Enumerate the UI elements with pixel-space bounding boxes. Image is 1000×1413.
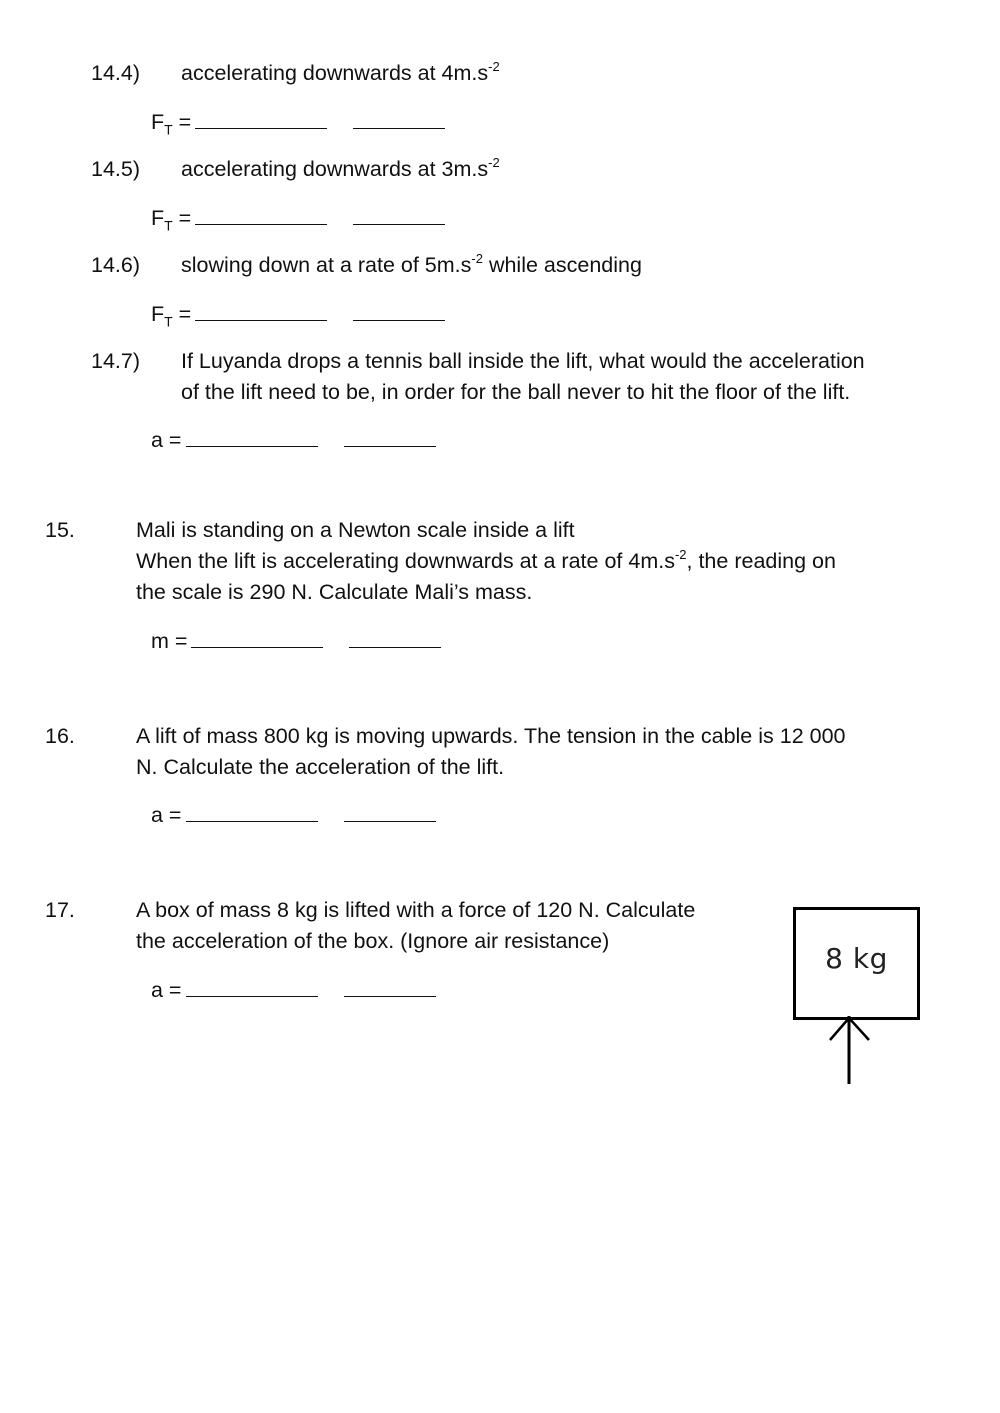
answer-unit-blank[interactable] [353,206,445,225]
question-number-14-4: 14.4) [91,61,141,85]
answer-value-blank[interactable] [186,978,318,997]
answer-label: a = [151,978,182,1002]
question-number-15: 15. [45,518,75,542]
question-text-16-line1: A lift of mass 800 kg is moving upwards. The tension in the cable is 12 000 [136,724,846,748]
force-arrow-up-icon [822,1012,878,1088]
answer-label-subscript: T [164,217,173,234]
answer-unit-blank[interactable] [349,629,441,648]
question-text-15-line2 [136,546,836,577]
answer-equals: = [172,110,192,134]
answer-unit-blank[interactable] [344,803,436,822]
answer-label-subscript: T [164,313,173,330]
question-text-14-4 [181,58,500,89]
answer-label: a = [151,428,182,452]
question-text-14-6-before: slowing down at a rate of 5m.s [181,253,472,277]
answer-label: F [151,110,165,134]
question-number-14-7: 14.7) [91,349,141,373]
question-text-17-line1: A box of mass 8 kg is lifted with a force of 120 N. Calculate [136,898,696,922]
question-text-14-5 [181,154,500,185]
answer-row-16 [151,800,436,831]
answer-row-14-5 [151,203,445,234]
question-text-14-6-after: while ascending [482,253,642,277]
answer-equals: = [172,302,192,326]
answer-value-blank[interactable] [186,428,318,447]
question-text-14-7-line2: of the lift need to be, in order for the ball never to hit the floor of the lift. [181,380,851,404]
answer-row-14-4 [151,107,445,138]
exponent: -2 [488,154,500,170]
answer-value-blank[interactable] [186,803,318,822]
question-text-15-line2-after: , the reading on [686,549,836,573]
answer-label: F [151,206,165,230]
answer-row-14-6 [151,299,445,330]
question-text-16-line2: N. Calculate the acceleration of the lift. [136,755,505,779]
question-text-15-line3: the scale is 290 N. Calculate Mali’s mass. [136,580,533,604]
answer-unit-blank[interactable] [353,110,445,129]
question-text-14-4-main: accelerating downwards at 4m.s [181,61,489,85]
answer-unit-blank[interactable] [344,978,436,997]
question-text-15-line1: Mali is standing on a Newton scale inside a lift [136,518,575,542]
exponent: -2 [488,58,500,74]
answer-row-14-7 [151,425,436,456]
answer-label-subscript: T [164,121,173,138]
answer-value-blank[interactable] [195,206,327,225]
answer-value-blank[interactable] [191,629,323,648]
answer-row-15 [151,626,441,657]
exponent: -2 [471,250,483,266]
answer-label: m = [151,629,188,653]
answer-unit-blank[interactable] [344,428,436,447]
question-text-15-line2-before: When the lift is accelerating downwards at a rate of 4m.s [136,549,675,573]
question-text-14-6 [181,250,642,281]
answer-value-blank[interactable] [195,110,327,129]
answer-label: F [151,302,165,326]
question-number-14-5: 14.5) [91,157,141,181]
question-number-17: 17. [45,898,75,922]
question-text-14-7-line1: If Luyanda drops a tennis ball inside the lift, what would the acceleration [181,349,865,373]
answer-label: a = [151,803,182,827]
question-text-17-line2: the acceleration of the box. (Ignore air resistance) [136,929,610,953]
answer-equals: = [172,206,192,230]
box-mass-label: 8 kg [825,942,888,975]
question-text-14-5-main: accelerating downwards at 3m.s [181,157,489,181]
answer-value-blank[interactable] [195,302,327,321]
question-number-14-6: 14.6) [91,253,141,277]
answer-unit-blank[interactable] [353,302,445,321]
answer-row-17 [151,975,436,1006]
question-number-16: 16. [45,724,75,748]
exponent: -2 [674,546,687,562]
box-diagram [793,907,920,1020]
